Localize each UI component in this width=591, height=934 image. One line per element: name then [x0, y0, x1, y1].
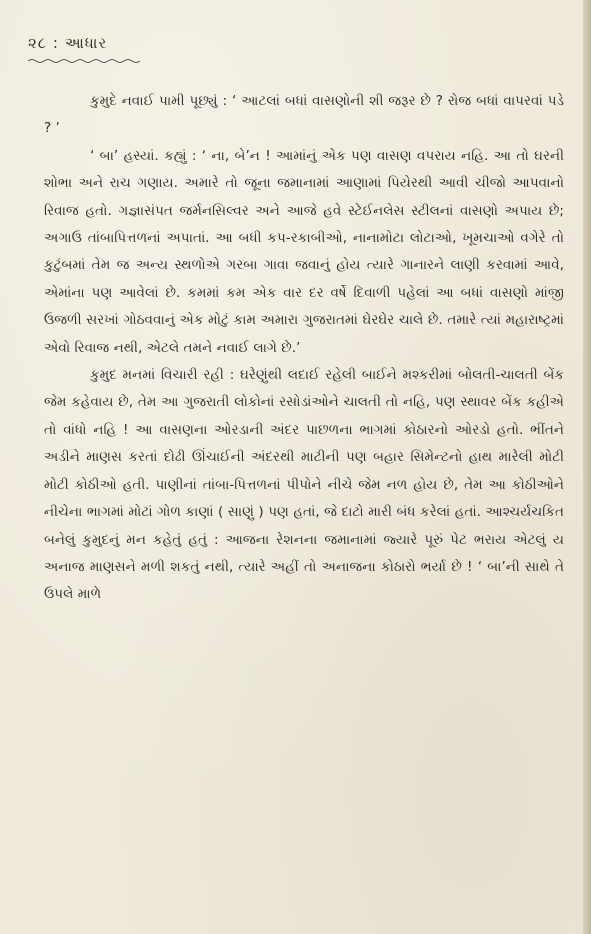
running-head	[28, 34, 107, 52]
header-separator: :	[52, 34, 59, 52]
paragraph-2: ‘ બા’ હસ્યાં. કહ્યું : ‘ ના, બે’ન ! આમાંનું એક પણ વાસણ વપરાય નહિ. આ તો ઘરની શોભા અને રાચ ગણાય. અમારે તો જૂના જમાનામાં આણામાં પિયેરથી આવી ચીજો આપવાનો રિવાજ હતો. ગજ્ઞાસંપત જર્મનસિલ્વર અને આજે હવે સ્ટેઈનલેસ સ્ટીલનાં વાસણો અપાય છે; અગાઉ તાંબાપિત્તળનાં અપાતાં. આ બધી કપ-રકાબીઓ, નાનામોટા લોટાઓ, ખૂમચાઓ વગેરે તો કુટુંબમાં તેમ જ અન્ય સ્થળોએ ગરબા ગાવા જવાનું હોય ત્યારે ગાનારને લાણી કરવામાં આવે, એમાંના પણ આવેલાં છે. કમમાં કમ એક વાર દર વર્ષે દિવાળી પહેલાં આ બધાં વાસણો માંજી ઉજળી સરખાં ગોઠવવાનું એક મોટું કામ અમારા ગુજરાતમાં ઘેરઘેર ચાલે છે. તમારે ત્યાં મહારાષ્ટ્રમાં એવો રિવાજ નથી, એટલે તમને નવાઈ લાગે છે.’	[44, 147, 564, 356]
page-number: ૨૮	[28, 34, 48, 52]
body-text	[44, 88, 564, 609]
decorative-wavy-rule	[28, 58, 140, 64]
paragraph-1: કુમુદે નવાઈ પામી પૂછ્યું : ‘ આટલાં બધાં વાસણોની શી જરૂર છે ? રોજ બધાં વાપરવાં પડે ? ’	[44, 93, 564, 137]
paragraph-3: કુમુદ મનમાં વિચારી રહી : ઘરેણુંથી લદાઈ રહેલી બાઈને મશ્કરીમાં બોલતી-ચાલતી બેંક જેમ કહેવાય છે, તેમ આ ગુજરાતી લોકોનાં રસોડાંઓને ચાલતી તો નહિ, પણ સ્થાવર બેંક કહીએ તો વાંધો નહિ ! આ વાસણના ઓરડાની અંદર પાછળના ભાગમાં કોઠારનો ઓરડો હતો. ભીંતને અડીને માણસ કરતાં દોઢી ઊંચાઈની અંદરથી માટીની પણ બહાર સિમેન્ટનો હાથ મારેલી મોટી મોટી કોઠીઓ હતી. પાણીનાં તાંબા-પિત્તળનાં પીપોને નીચે જેમ નળ હોય છે, તેમ આ કોઠીઓને નીચેના ભાગમાં મોટાં ગોળ કાણાં ( સાણું ) પણ હતાં, જે દાટો મારી બંધ કરેલાં હતાં. આશ્ચર્યચકિત બનેલું કુમુદનું મન કહેતું હતું : આજના રેશનના જમાનામાં જ્યારે પૂરું પેટ ભરાય એટલું ય અનાજ માણસને મળી શકતું નથી, ત્યારે અહીં તો અનાજના કોઠારો ભર્યા છે ! ‘ બા’ની સાથે તે ઉપલે માળે	[44, 367, 564, 603]
running-title: આધાર	[64, 34, 108, 52]
page-edge-shadow	[583, 0, 591, 934]
